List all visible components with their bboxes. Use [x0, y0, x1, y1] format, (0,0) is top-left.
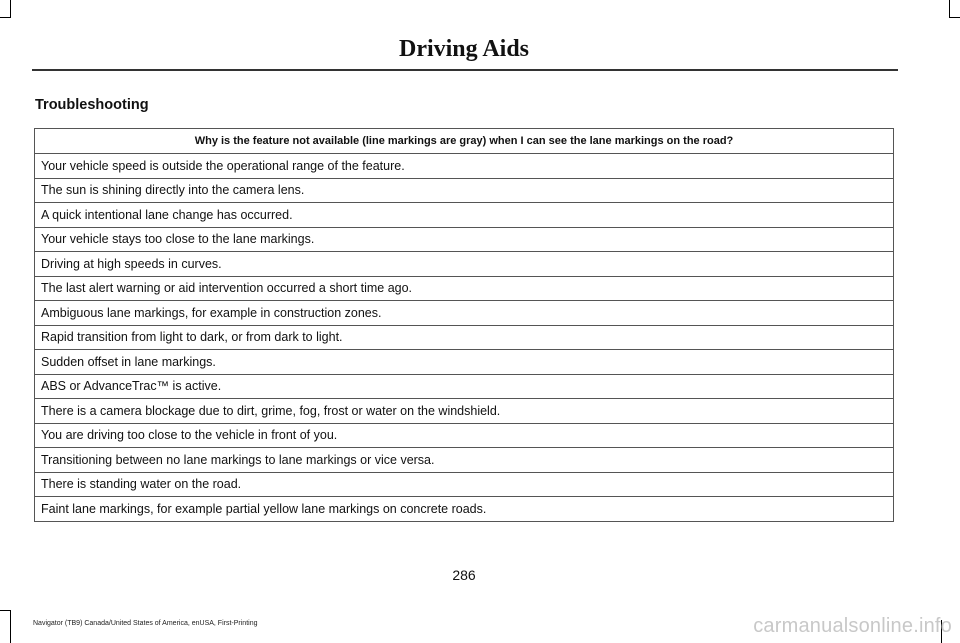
table-row	[35, 399, 894, 424]
table-row	[35, 472, 894, 497]
crop-mark-bottom-left-horizontal	[0, 610, 11, 611]
table-row	[35, 301, 894, 326]
table-cell: The sun is shining directly into the camera lens.	[35, 178, 894, 203]
table-row	[35, 448, 894, 473]
table-cell: Rapid transition from light to dark, or from dark to light.	[35, 325, 894, 350]
table-row	[35, 227, 894, 252]
table-cell: Faint lane markings, for example partial yellow lane markings on concrete roads.	[35, 497, 894, 522]
table-row	[35, 276, 894, 301]
page-number: 286	[452, 567, 476, 583]
table-row	[35, 154, 894, 179]
section-heading: Troubleshooting	[35, 97, 149, 113]
table-row	[35, 252, 894, 277]
crop-mark-top-right-vertical	[949, 0, 950, 18]
table-cell: You are driving too close to the vehicle in front of you.	[35, 423, 894, 448]
table-cell: Your vehicle speed is outside the operational range of the feature.	[35, 154, 894, 179]
table-row	[35, 423, 894, 448]
table-cell: A quick intentional lane change has occurred.	[35, 203, 894, 228]
troubleshooting-table	[34, 128, 894, 522]
page-title: Driving Aids	[398, 36, 530, 62]
table-row	[35, 203, 894, 228]
table-cell: Your vehicle stays too close to the lane markings.	[35, 227, 894, 252]
crop-mark-bottom-left-vertical	[10, 610, 11, 643]
table-cell: Driving at high speeds in curves.	[35, 252, 894, 277]
table-cell: Sudden offset in lane markings.	[35, 350, 894, 375]
table-row	[35, 497, 894, 522]
edition-footer: Navigator (TB9) Canada/United States of America, enUSA, First-Printing	[33, 620, 258, 627]
header-divider	[32, 69, 898, 71]
table-cell: Transitioning between no lane markings to lane markings or vice versa.	[35, 448, 894, 473]
table-row	[35, 350, 894, 375]
crop-mark-top-right-horizontal	[949, 17, 960, 18]
table-cell: There is standing water on the road.	[35, 472, 894, 497]
crop-mark-top-left-horizontal	[0, 17, 11, 18]
table-row	[35, 325, 894, 350]
crop-mark-top-left-vertical	[10, 0, 11, 18]
table-cell: There is a camera blockage due to dirt, grime, fog, frost or water on the windshield.	[35, 399, 894, 424]
table-cell: ABS or AdvanceTrac™ is active.	[35, 374, 894, 399]
table-row	[35, 374, 894, 399]
table-cell: The last alert warning or aid intervention occurred a short time ago.	[35, 276, 894, 301]
table-question-header: Why is the feature not available (line markings are gray) when I can see the lane markings on the road?	[35, 129, 894, 154]
table-cell: Ambiguous lane markings, for example in construction zones.	[35, 301, 894, 326]
table-header-row	[35, 129, 894, 154]
watermark: carmanualsonline.info	[753, 615, 952, 637]
table-row	[35, 178, 894, 203]
